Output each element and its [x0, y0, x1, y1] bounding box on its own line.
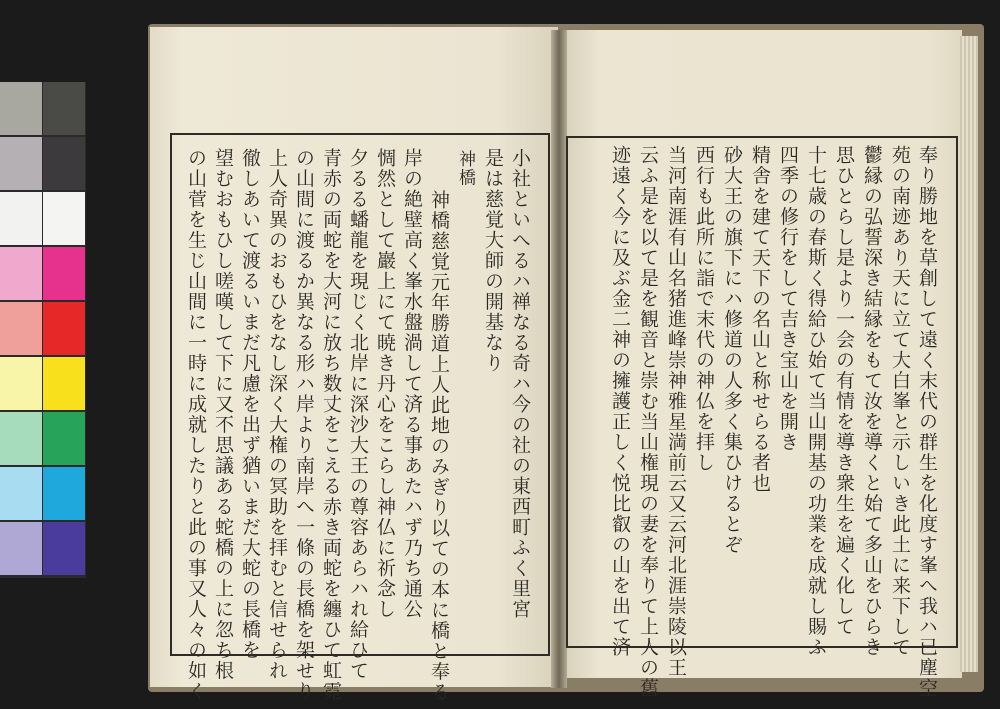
- color-patch: [43, 82, 85, 135]
- text-column: の山菅を生じ山間に一時に成就したりと此の事又人々の如く: [185, 148, 207, 702]
- text-column: 当河南涯有山名猪進峰崇神雅星満前云又云河北涯崇陵以王: [665, 145, 687, 678]
- text-column: 夕るる蟠龍を現じく北岸に深沙大王の尊容あらハれ給ひて: [347, 148, 369, 681]
- section-heading: 神橋: [455, 150, 475, 187]
- color-patch: [0, 412, 42, 465]
- text-column: 砂大王の旗下にハ修道の人多く集ひけるとぞ: [721, 145, 743, 555]
- color-patch: [0, 82, 42, 135]
- color-patch: [0, 357, 42, 410]
- color-patch: [0, 137, 42, 190]
- color-patch: [43, 412, 85, 465]
- color-patch: [0, 192, 42, 245]
- page-fore-edge: [960, 36, 978, 672]
- color-patch: [0, 522, 42, 575]
- text-column: の山間に渡るか異なる形ハ岸より南岸へ一條の長橋を架せり: [293, 148, 315, 702]
- text-column: 精舎を建て天下の名山と称せらる者也: [749, 145, 771, 494]
- book-gutter: [551, 30, 567, 688]
- color-patch: [43, 192, 85, 245]
- text-column: 十七歳の春斯く得給ひ始て当山開基の功業を成就し賜ふ: [805, 145, 827, 658]
- text-column: 是は慈覚大師の開基なり: [482, 148, 504, 374]
- color-patch: [0, 302, 42, 355]
- color-patch: [43, 467, 85, 520]
- color-patch: [43, 302, 85, 355]
- text-column: 岸の絶壁高く峯水盤渦して済る事あたハず乃ち通公: [401, 148, 423, 620]
- text-column: 思ひとらし是より一会の有情を導き衆生を遍く化して: [833, 145, 855, 637]
- text-column: 四季の修行をして吉き宝山を開き: [777, 145, 799, 453]
- color-patch: [0, 467, 42, 520]
- text-column: 青赤の両蛇を大河に放ち数丈をこえる赤き両蛇を纏ひて虹霓: [320, 148, 342, 702]
- text-column: 神橋慈覚元年勝道上人此地のみぎり以ての本に橋と奉る: [428, 190, 450, 703]
- color-checker: [0, 82, 86, 578]
- text-column: 奉り勝地を草創して遠く末代の群生を化度す峯へ我ハ已塵空: [916, 145, 938, 699]
- text-column: 云ふ是を以て是を観音と崇む当山権現の妻を奉りて上人の舊: [637, 145, 659, 699]
- color-patch: [43, 137, 85, 190]
- color-patch: [43, 522, 85, 575]
- text-column: 苑の南迹あり天に立て大白峯と示しいき此土に来下して: [889, 145, 911, 658]
- text-column: 惆然として巖上にて暁き丹心をこらし神仏に祈念し: [374, 148, 396, 620]
- text-column: 西行も此所に詣で末代の神仏を拝し: [693, 145, 715, 473]
- color-patch: [43, 357, 85, 410]
- text-column: 上人奇異のおもひをなし深く大権の冥助を拝むと信せられ: [266, 148, 288, 681]
- color-patch: [43, 247, 85, 300]
- text-column: 迹遠く今に及ぶ金二神の擁護正しく悦比叡の山を出て済: [609, 145, 631, 658]
- text-column: 小社といへるハ禅なる奇ハ今の社の東西町ふく里宮: [509, 148, 531, 620]
- text-column: 望むおもひし嗟嘆して下に又不思議ある蛇橋の上に忽ち根: [212, 148, 234, 681]
- text-column: 徹しあいて渡るいまだ凡慮を出ず猶いまだ大蛇の長橋を: [239, 148, 261, 661]
- color-patch: [0, 247, 42, 300]
- text-column: 鬱縁の弘誓深き結縁をもて汝を導くと始て多山をひらき: [861, 145, 883, 658]
